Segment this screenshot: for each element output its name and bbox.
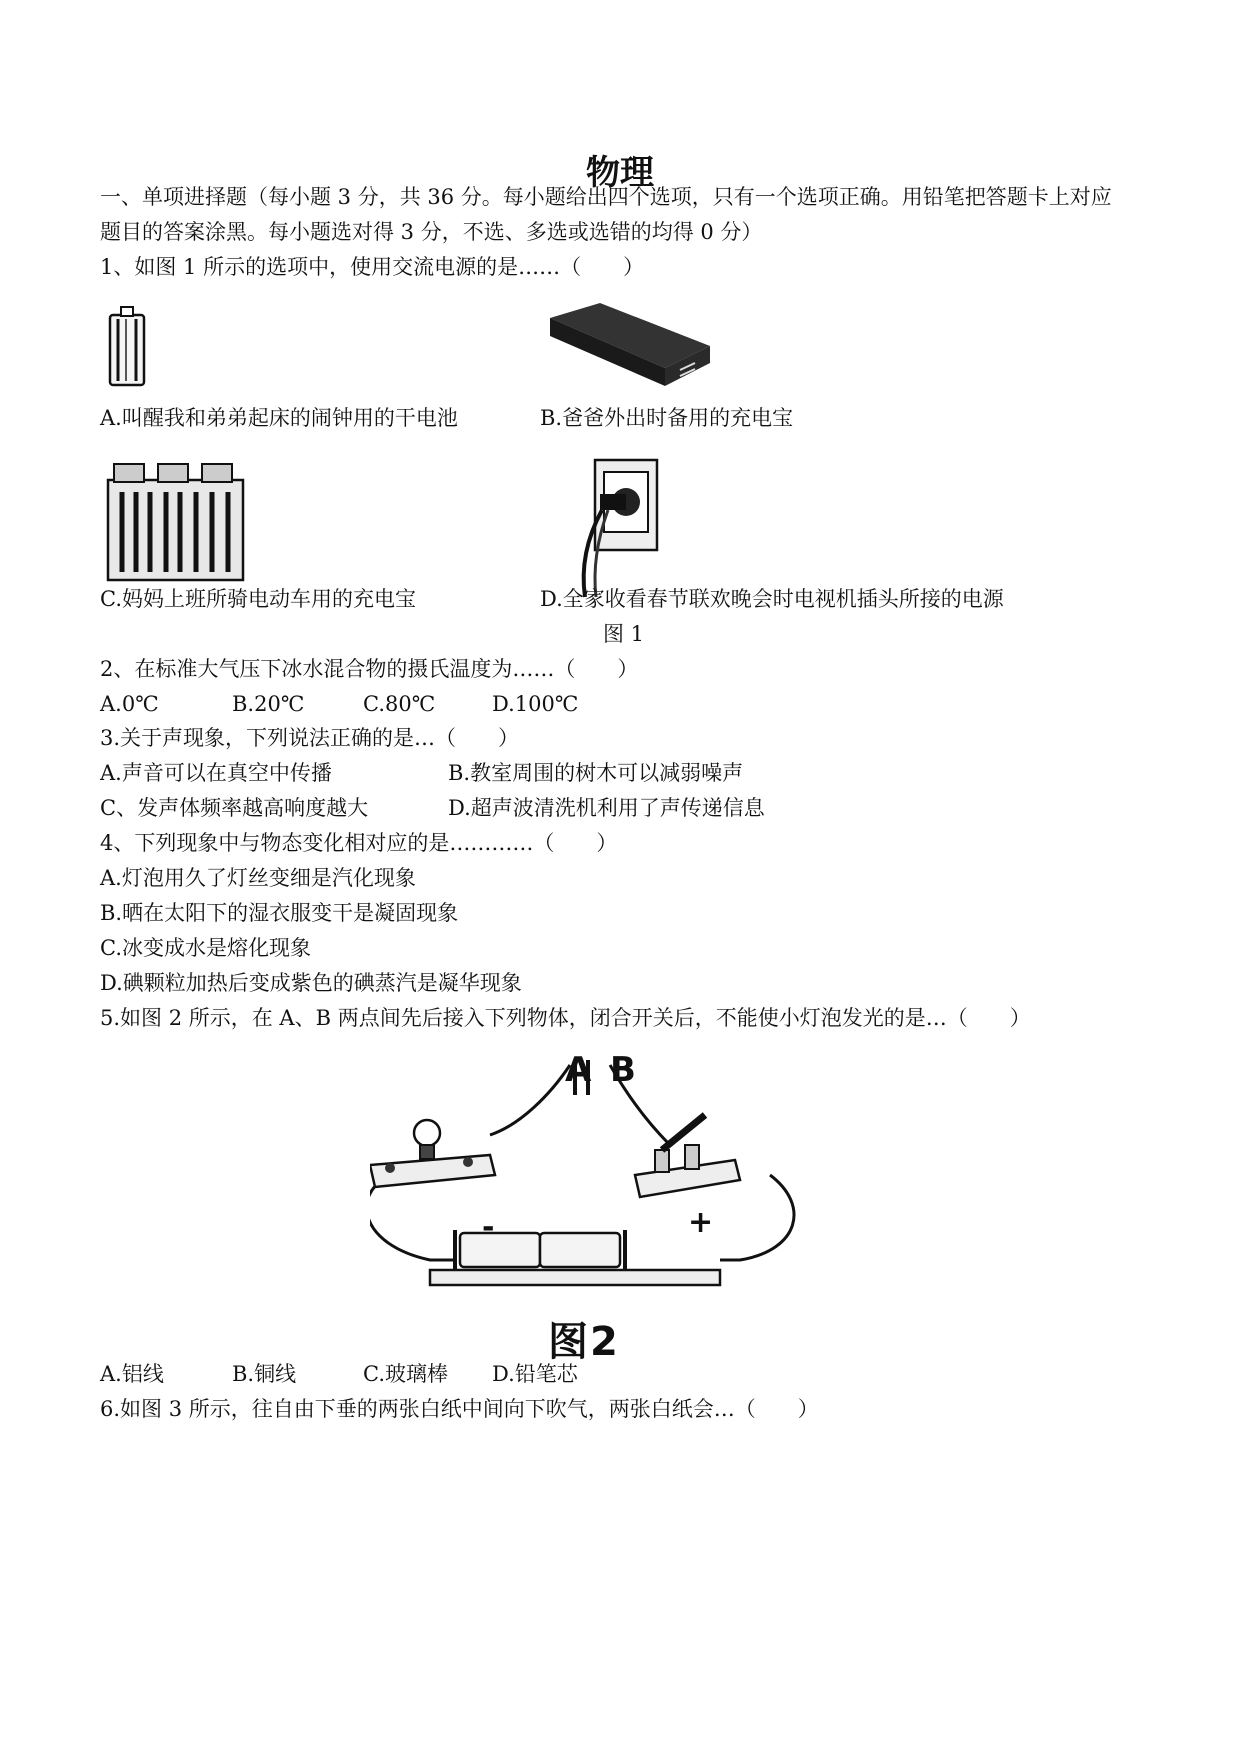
- q3-option-d: D.超声波清洗机利用了声传递信息: [448, 796, 765, 820]
- q2-option-a: A.0℃: [100, 692, 159, 716]
- terminal-b-label: B: [610, 1050, 638, 1090]
- q1-option-c: C.妈妈上班所骑电动车用的充电宝: [100, 587, 416, 611]
- question-5-stem: 5.如图 2 所示，在 A、B 两点间先后接入下列物体，闭合开关后，不能使小灯泡发光的是…（ ）: [100, 1006, 1031, 1030]
- q4-option-d: D.碘颗粒加热后变成紫色的碘蒸汽是凝华现象: [100, 971, 522, 995]
- q4-option-a: A.灯泡用久了灯丝变细是汽化现象: [100, 866, 416, 890]
- circuit-diagram: [370, 1055, 850, 1305]
- dry-battery-image: [100, 303, 160, 393]
- q2-option-d: D.100℃: [492, 692, 579, 716]
- terminal-a-label: A: [565, 1050, 594, 1090]
- power-bank-image: [545, 298, 715, 393]
- q3-option-b: B.教室周围的树木可以减弱噪声: [448, 761, 744, 785]
- q1-option-a: A.叫醒我和弟弟起床的闹钟用的干电池: [100, 406, 458, 430]
- page-title: 物理: [586, 153, 654, 193]
- question-2-stem: 2、在标准大气压下冰水混合物的摄氏温度为……（ ）: [100, 657, 639, 681]
- q4-option-c: C.冰变成水是熔化现象: [100, 936, 311, 960]
- q2-option-b: B.20℃: [232, 692, 305, 716]
- q5-option-d: D.铅笔芯: [492, 1362, 578, 1386]
- q5-option-c: C.玻璃棒: [363, 1362, 448, 1386]
- q1-option-b: B.爸爸外出时备用的充电宝: [540, 406, 794, 430]
- question-1-stem: 1、如图 1 所示的选项中，使用交流电源的是……（ ）: [100, 255, 645, 279]
- section-instructions-line2: 题目的答案涂黑。每小题选对得 3 分，不选、多选或选错的均得 0 分）: [100, 220, 763, 244]
- q3-option-c: C、发声体频率越高响度越大: [100, 796, 369, 820]
- section-instructions-line1: 一、单项进择题（每小题 3 分，共 36 分。每小题给出四个选项，只有一个选项正确。用铅笔把答题卡上对应: [100, 185, 1112, 209]
- electric-vehicle-battery-image: [100, 452, 250, 592]
- q5-option-b: B.铜线: [232, 1362, 297, 1386]
- question-6-stem: 6.如图 3 所示，往自由下垂的两张白纸中间向下吹气，两张白纸会…（ ）: [100, 1397, 819, 1421]
- figure-1-caption: 图 1: [603, 622, 645, 646]
- figure-2-caption: 图2: [548, 1319, 620, 1365]
- q4-option-b: B.晒在太阳下的湿衣服变干是凝固现象: [100, 901, 459, 925]
- q2-option-c: C.80℃: [363, 692, 436, 716]
- question-3-stem: 3.关于声现象，下列说法正确的是…（ ）: [100, 726, 520, 750]
- q1-option-d: D.全家收看春节联欢晚会时电视机插头所接的电源: [540, 587, 1004, 611]
- wall-socket-image: [560, 452, 670, 602]
- q5-option-a: A.铝线: [100, 1362, 164, 1386]
- question-4-stem: 4、下列现象中与物态变化相对应的是…………（ ）: [100, 831, 618, 855]
- q3-option-a: A.声音可以在真空中传播: [100, 761, 332, 785]
- battery-minus-label: -: [482, 1210, 497, 1245]
- battery-plus-label: +: [688, 1205, 716, 1240]
